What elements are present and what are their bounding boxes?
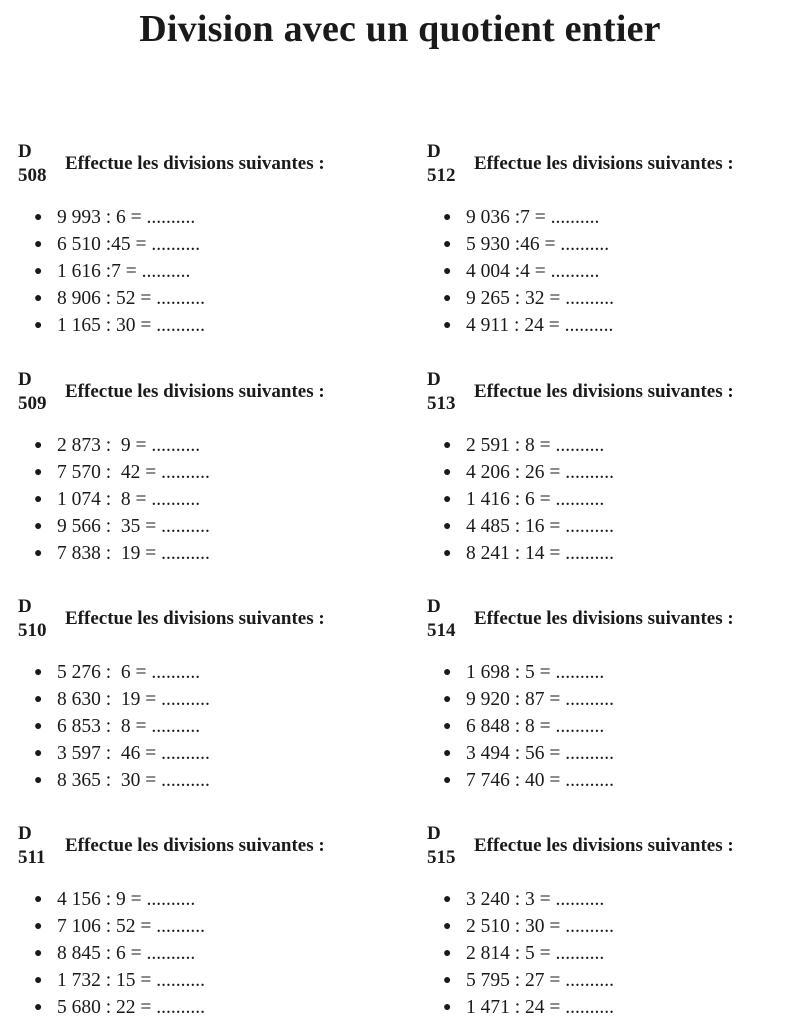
exercise-block (427, 596, 800, 806)
list-item (34, 432, 210, 459)
bullet-icon: ● (34, 745, 43, 761)
bullet-icon: ● (443, 491, 452, 507)
exercise-block (18, 141, 391, 351)
list-item (443, 686, 614, 713)
list-item (34, 659, 210, 686)
exercise-number: 512 (427, 165, 456, 186)
operation-list (34, 886, 205, 1021)
operation-list (34, 432, 210, 567)
bullet-icon: ● (34, 263, 43, 279)
operation-list (443, 432, 614, 567)
division-expression: 7 746 : 40 = .......... (466, 769, 615, 791)
list-item (443, 767, 614, 794)
division-expression: 9 993 : 6 = .......... (57, 206, 196, 228)
bullet-icon: ● (34, 209, 43, 225)
division-expression: 1 698 : 5 = .......... (466, 661, 605, 683)
bullet-icon: ● (443, 263, 452, 279)
division-expression: 9 566 : 35 = .......... (57, 515, 210, 537)
bullet-icon: ● (443, 745, 452, 761)
division-expression: 7 106 : 52 = .......... (57, 915, 206, 937)
bullet-icon: ● (443, 945, 452, 961)
exercise-block (427, 823, 800, 1033)
list-item (34, 258, 205, 285)
exercise-number: 509 (18, 393, 47, 414)
division-expression: 8 630 : 19 = .......... (57, 688, 210, 710)
division-expression: 2 814 : 5 = .......... (466, 942, 605, 964)
bullet-icon: ● (443, 891, 452, 907)
exercise-block (427, 141, 800, 351)
list-item (34, 540, 210, 567)
bullet-icon: ● (34, 290, 43, 306)
division-expression: 4 206 : 26 = .......... (466, 461, 615, 483)
exercise-number: 511 (18, 847, 46, 868)
division-expression: 5 930 :46 = .......... (466, 233, 610, 255)
list-item (34, 204, 205, 231)
division-expression: 5 276 : 6 = .......... (57, 661, 201, 683)
exercise-letter: D (18, 596, 32, 617)
page-title: Division avec un quotient entier (139, 8, 661, 50)
division-expression: 2 591 : 8 = .......... (466, 434, 605, 456)
list-item (34, 886, 205, 913)
division-expression: 4 911 : 24 = .......... (466, 314, 614, 336)
division-expression: 3 597 : 46 = .......... (57, 742, 210, 764)
bullet-icon: ● (443, 718, 452, 734)
division-expression: 8 906 : 52 = .......... (57, 287, 206, 309)
list-item (443, 312, 614, 339)
division-expression: 1 074 : 8 = .......... (57, 488, 201, 510)
exercise-number: 514 (427, 620, 456, 641)
bullet-icon: ● (34, 491, 43, 507)
exercise-letter: D (427, 141, 441, 162)
list-item (443, 513, 614, 540)
bullet-icon: ● (34, 545, 43, 561)
list-item (443, 486, 614, 513)
exercise-instruction: Effectue les divisions suivantes : (474, 608, 734, 629)
list-item (443, 432, 614, 459)
exercise-letter: D (18, 823, 32, 844)
division-expression: 6 853 : 8 = .......... (57, 715, 201, 737)
division-expression: 4 485 : 16 = .......... (466, 515, 615, 537)
list-item (34, 686, 210, 713)
bullet-icon: ● (443, 464, 452, 480)
division-expression: 7 838 : 19 = .......... (57, 542, 210, 564)
division-expression: 9 265 : 32 = .......... (466, 287, 615, 309)
exercise-instruction: Effectue les divisions suivantes : (65, 608, 325, 629)
bullet-icon: ● (34, 718, 43, 734)
exercise-instruction: Effectue les divisions suivantes : (65, 381, 325, 402)
exercise-instruction: Effectue les divisions suivantes : (474, 381, 734, 402)
exercise-number: 508 (18, 165, 47, 186)
division-expression: 5 680 : 22 = .......... (57, 996, 206, 1018)
list-item (443, 285, 614, 312)
division-expression: 3 494 : 56 = .......... (466, 742, 615, 764)
exercise-block (18, 823, 391, 1033)
bullet-icon: ● (34, 972, 43, 988)
bullet-icon: ● (34, 772, 43, 788)
bullet-icon: ● (34, 518, 43, 534)
list-item (34, 285, 205, 312)
division-expression: 9 920 : 87 = .......... (466, 688, 615, 710)
list-item (443, 886, 614, 913)
list-item (443, 459, 614, 486)
bullet-icon: ● (443, 545, 452, 561)
exercise-instruction: Effectue les divisions suivantes : (65, 835, 325, 856)
list-item (34, 940, 205, 967)
operation-list (443, 886, 614, 1021)
division-expression: 2 873 : 9 = .......... (57, 434, 201, 456)
division-expression: 8 365 : 30 = .......... (57, 769, 210, 791)
list-item (34, 713, 210, 740)
bullet-icon: ● (34, 437, 43, 453)
exercise-instruction: Effectue les divisions suivantes : (474, 835, 734, 856)
list-item (443, 967, 614, 994)
bullet-icon: ● (443, 437, 452, 453)
bullet-icon: ● (443, 972, 452, 988)
list-item (443, 258, 614, 285)
list-item (34, 967, 205, 994)
bullet-icon: ● (34, 891, 43, 907)
exercise-block (18, 596, 391, 806)
bullet-icon: ● (443, 772, 452, 788)
division-expression: 1 416 : 6 = .......... (466, 488, 605, 510)
list-item (443, 659, 614, 686)
exercise-letter: D (427, 596, 441, 617)
division-expression: 7 570 : 42 = .......... (57, 461, 210, 483)
operation-list (34, 204, 205, 339)
list-item (34, 513, 210, 540)
bullet-icon: ● (443, 209, 452, 225)
bullet-icon: ● (443, 664, 452, 680)
division-expression: 3 240 : 3 = .......... (466, 888, 605, 910)
exercise-letter: D (427, 369, 441, 390)
list-item (34, 312, 205, 339)
division-expression: 5 795 : 27 = .......... (466, 969, 615, 991)
division-expression: 1 165 : 30 = .......... (57, 314, 206, 336)
left-column (18, 0, 391, 1034)
bullet-icon: ● (443, 999, 452, 1015)
list-item (443, 940, 614, 967)
division-expression: 2 510 : 30 = .......... (466, 915, 615, 937)
division-expression: 4 004 :4 = .......... (466, 260, 600, 282)
bullet-icon: ● (443, 518, 452, 534)
list-item (443, 231, 614, 258)
division-expression: 9 036 :7 = .......... (466, 206, 600, 228)
exercise-block (18, 369, 391, 579)
bullet-icon: ● (34, 236, 43, 252)
bullet-icon: ● (34, 999, 43, 1015)
list-item (443, 913, 614, 940)
bullet-icon: ● (443, 290, 452, 306)
division-expression: 1 471 : 24 = .......... (466, 996, 615, 1018)
list-item (443, 713, 614, 740)
bullet-icon: ● (34, 464, 43, 480)
exercise-letter: D (18, 141, 32, 162)
bullet-icon: ● (34, 317, 43, 333)
bullet-icon: ● (443, 236, 452, 252)
bullet-icon: ● (34, 664, 43, 680)
exercise-instruction: Effectue les divisions suivantes : (65, 153, 325, 174)
division-expression: 6 510 :45 = .......... (57, 233, 201, 255)
list-item (34, 459, 210, 486)
division-expression: 1 732 : 15 = .......... (57, 969, 206, 991)
operation-list (443, 659, 614, 794)
list-item (443, 740, 614, 767)
exercise-letter: D (427, 823, 441, 844)
list-item (34, 913, 205, 940)
bullet-icon: ● (443, 317, 452, 333)
exercise-block (427, 369, 800, 579)
exercise-instruction: Effectue les divisions suivantes : (474, 153, 734, 174)
bullet-icon: ● (443, 918, 452, 934)
list-item (34, 767, 210, 794)
list-item (34, 231, 205, 258)
exercise-letter: D (18, 369, 32, 390)
exercise-number: 515 (427, 847, 456, 868)
operation-list (34, 659, 210, 794)
division-expression: 8 845 : 6 = .......... (57, 942, 196, 964)
division-expression: 1 616 :7 = .......... (57, 260, 191, 282)
list-item (34, 994, 205, 1021)
division-expression: 6 848 : 8 = .......... (466, 715, 605, 737)
exercise-number: 513 (427, 393, 456, 414)
right-column (427, 0, 800, 1034)
division-expression: 4 156 : 9 = .......... (57, 888, 196, 910)
division-expression: 8 241 : 14 = .......... (466, 542, 615, 564)
list-item (34, 486, 210, 513)
list-item (34, 740, 210, 767)
exercise-number: 510 (18, 620, 47, 641)
list-item (443, 204, 614, 231)
list-item (443, 994, 614, 1021)
bullet-icon: ● (34, 945, 43, 961)
list-item (443, 540, 614, 567)
bullet-icon: ● (34, 918, 43, 934)
operation-list (443, 204, 614, 339)
bullet-icon: ● (443, 691, 452, 707)
bullet-icon: ● (34, 691, 43, 707)
